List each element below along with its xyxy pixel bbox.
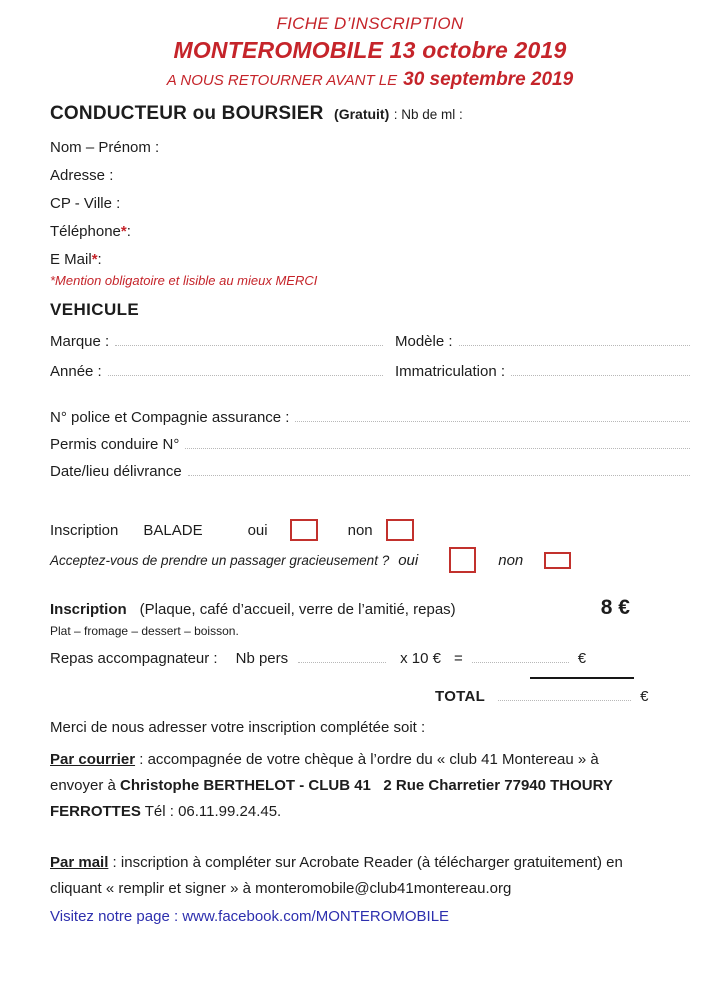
passager-question: Acceptez-vous de prendre un passager gracieusement ? (50, 552, 390, 568)
par-mail-text: inscription à compléter sur Acrobate Reader (à télécharger gratuitement) en cliquant « remplir et signer » à monteromobile@club41montereau.org (50, 854, 623, 897)
annee-input-line[interactable] (108, 362, 383, 376)
par-courrier-separator: : (135, 751, 148, 768)
balade-oui-label: oui (247, 521, 268, 539)
conducteur-section-heading (50, 103, 690, 127)
permis-field (50, 435, 690, 462)
par-courrier-label: Par courrier (50, 751, 136, 768)
passager-oui-checkbox[interactable] (449, 547, 476, 573)
menu-detail: Plat – fromage – dessert – boisson. (50, 624, 239, 638)
par-mail-label: Par mail (50, 854, 109, 871)
vehicule-fields (50, 326, 690, 386)
permis-input-line[interactable] (185, 435, 690, 449)
marque-label: Marque : (50, 333, 110, 350)
visitez-label: Visitez notre page : (50, 908, 183, 925)
total-row (50, 687, 690, 711)
modele-label: Modèle : (395, 333, 453, 350)
modele-input-line[interactable] (459, 332, 690, 346)
inscription-label: Inscription (50, 521, 119, 539)
cp-ville-field[interactable] (50, 189, 690, 217)
conducteur-fields (50, 133, 690, 273)
assurance-fields (50, 408, 690, 489)
event-title: MONTEROMOBILE 13 octobre 2019 (173, 37, 567, 63)
police-assurance-label: N° police et Compagnie assurance : (50, 409, 290, 426)
form-title: FICHE D’INSCRIPTION (276, 14, 464, 33)
facebook-link[interactable]: www.facebook.com/MONTEROMOBILE (182, 908, 450, 925)
euro-sign: € (577, 650, 587, 667)
contact-name-address: Christophe BERTHELOT - CLUB 41 2 Rue Charretier 77940 THOURY FERROTTES (50, 777, 613, 820)
nom-label: Nom – Prénom : (50, 138, 160, 156)
email-field[interactable] (50, 245, 690, 273)
mandatory-note: *Mention obligatoire et lisible au mieux MERCI (50, 273, 318, 288)
total-input-line[interactable] (498, 687, 631, 701)
immatriculation-label: Immatriculation : (395, 363, 506, 380)
balade-choice-row (50, 517, 690, 543)
marque-field (50, 332, 395, 350)
marque-input-line[interactable] (115, 332, 383, 346)
nb-pers-input-line[interactable] (298, 649, 386, 663)
adresse-field[interactable] (50, 161, 690, 189)
delivrance-label: Date/lieu délivrance (50, 463, 182, 480)
delivrance-field (50, 462, 690, 489)
balade-oui-checkbox[interactable] (290, 519, 318, 541)
telephone-colon: : (126, 222, 131, 240)
return-before-text: A NOUS RETOURNER AVANT LE (166, 72, 398, 89)
nb-pers-label: Nb pers (235, 650, 289, 667)
par-courrier-text: accompagnée de votre chèque à l’ordre du « club 41 Montereau » à envoyer à (50, 751, 599, 794)
cp-ville-label: CP - Ville : (50, 194, 121, 212)
required-asterisk: * (120, 222, 127, 240)
telephone-label: Téléphone (50, 222, 121, 240)
permis-label: Permis conduire N° (50, 436, 180, 453)
adresse-label: Adresse : (50, 166, 114, 184)
vehicule-row (50, 326, 690, 356)
inscription-price-label: Inscription (50, 601, 127, 618)
immatriculation-input-line[interactable] (511, 362, 690, 376)
passager-oui-label: oui (398, 551, 419, 569)
nb-ml-label: : Nb de ml : (393, 107, 463, 122)
inscription-price-row (50, 596, 690, 622)
email-label: E Mail (50, 250, 92, 268)
inscription-price-value: 8 € (600, 596, 630, 619)
balade-label: BALADE (143, 521, 203, 539)
balade-non-label: non (347, 521, 373, 539)
police-assurance-field (50, 408, 690, 435)
repas-amount-input-line[interactable] (472, 649, 569, 663)
modele-field (395, 332, 690, 350)
conducteur-heading: CONDUCTEUR ou BOURSIER (50, 103, 324, 124)
balade-non-checkbox[interactable] (386, 519, 414, 541)
total-label: TOTAL (435, 688, 486, 705)
equals-sign: = (454, 650, 463, 667)
vehicule-row (50, 356, 690, 386)
annee-field (50, 362, 395, 380)
passager-non-checkbox[interactable] (544, 552, 571, 569)
email-colon: : (97, 250, 102, 268)
annee-label: Année : (50, 363, 102, 380)
vehicule-heading: VEHICULE (50, 300, 140, 319)
repas-row (50, 649, 690, 673)
passager-non-label: non (498, 551, 524, 569)
nom-field[interactable] (50, 133, 690, 161)
merci-text: Merci de nous adresser votre inscription complétée soit : (50, 719, 426, 736)
return-deadline (50, 69, 690, 91)
return-date: 30 septembre 2019 (403, 69, 574, 90)
facebook-line (50, 908, 690, 928)
par-courrier-paragraph (50, 747, 650, 825)
contact-phone: Tél : 06.11.99.24.45. (140, 803, 282, 820)
inscription-price-detail: (Plaque, café d’accueil, verre de l’amitié, repas) (139, 601, 456, 618)
par-mail-separator: : (108, 854, 121, 871)
passager-choice-row (50, 546, 690, 574)
total-euro-sign: € (640, 688, 649, 705)
repas-label: Repas accompagnateur : (50, 650, 218, 667)
telephone-field[interactable] (50, 217, 690, 245)
sum-divider-line (530, 677, 634, 679)
form-header (50, 14, 690, 91)
delivrance-input-line[interactable] (188, 462, 690, 476)
required-asterisk: * (91, 250, 98, 268)
multiplier-label: x 10 € (400, 650, 442, 667)
gratuit-label: (Gratuit) (334, 106, 390, 122)
par-mail-paragraph (50, 850, 670, 902)
police-assurance-input-line[interactable] (295, 408, 690, 422)
immatriculation-field (395, 362, 690, 380)
